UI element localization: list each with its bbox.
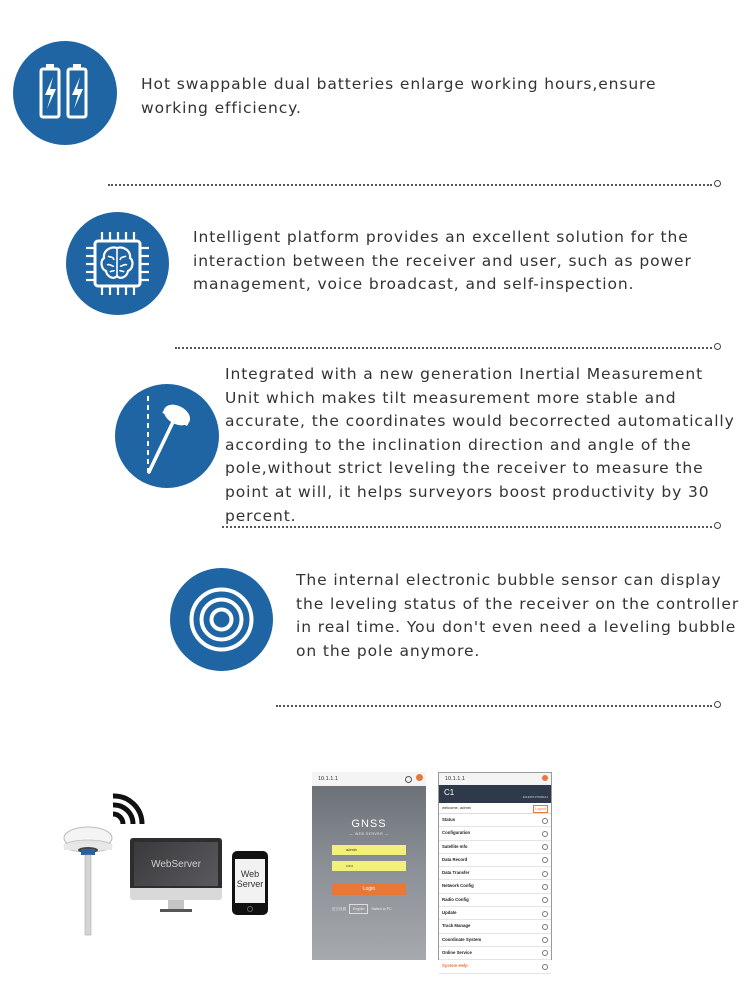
menu-item[interactable] <box>439 894 551 907</box>
separator-end-dot <box>714 180 721 187</box>
switch-pc-link[interactable]: Switch to PC <box>371 907 392 911</box>
separator-end-dot <box>714 701 721 708</box>
app-title: GNSS <box>351 818 387 830</box>
menu-item-label: Online Service <box>442 949 472 955</box>
status-bar <box>439 773 551 785</box>
menu-item[interactable] <box>439 841 551 854</box>
battery-icon <box>13 41 117 145</box>
chevron-icon <box>542 818 548 824</box>
device-header <box>439 785 551 803</box>
tilt-pole-icon <box>115 384 219 488</box>
monitor-label: WebServer <box>151 858 201 870</box>
menu-item-label: Data Record <box>442 856 468 862</box>
menu-item-label: Coordinate System <box>442 936 482 942</box>
app-subtitle: — WEB SERVER — <box>349 832 389 836</box>
login-screenshot <box>312 772 426 960</box>
welcome-row <box>439 803 551 814</box>
login-button[interactable]: Login <box>332 884 406 895</box>
menu-item[interactable] <box>439 867 551 880</box>
language-label: 语言设置 <box>332 907 346 911</box>
chevron-icon <box>542 844 548 850</box>
bubble-level-icon <box>170 568 273 671</box>
phone-label-line2: Server <box>236 879 264 889</box>
monitor-base <box>160 909 192 912</box>
battery-feature-circle <box>13 41 117 145</box>
menu-item[interactable] <box>439 854 551 867</box>
chevron-icon <box>542 831 548 837</box>
chevron-icon <box>542 871 548 877</box>
separator-line <box>108 184 712 186</box>
separator-line <box>175 347 712 349</box>
menu-item[interactable] <box>439 934 551 947</box>
menu-item-label: Satellite Info <box>442 843 468 849</box>
bubble-feature-circle <box>170 568 273 671</box>
wifi-signal-icon <box>110 790 150 826</box>
language-row <box>332 904 412 912</box>
language-select[interactable]: English <box>349 904 368 914</box>
menu-item-label: Radio Config <box>442 896 469 902</box>
menu-item-label: System Help <box>442 963 468 969</box>
login-background <box>312 786 426 960</box>
device-title: C1 <box>444 788 455 797</box>
smartphone-screen <box>235 859 265 903</box>
chevron-icon <box>542 897 548 903</box>
menu-item[interactable] <box>439 880 551 893</box>
menu-item[interactable] <box>439 907 551 920</box>
username-input[interactable]: admin <box>332 845 406 855</box>
menu-item[interactable] <box>439 920 551 933</box>
phone-label-line1: Web <box>240 869 260 879</box>
menu-screenshot <box>438 772 552 969</box>
chevron-icon <box>542 964 548 970</box>
refresh-icon[interactable] <box>405 776 412 783</box>
monitor-chin <box>130 888 222 900</box>
menu-item[interactable] <box>439 960 551 973</box>
separator-line <box>222 526 712 528</box>
menu-item-label: Data Transfer <box>442 870 470 876</box>
feature-text-batteries: Hot swappable dual batteries enlarge working hours,ensure working efficiency. <box>141 75 657 117</box>
menu-item[interactable] <box>439 947 551 960</box>
status-ip: 10.1.1.1 <box>318 776 338 782</box>
chevron-icon <box>542 924 548 930</box>
separator-end-dot <box>714 522 721 529</box>
chevron-icon <box>542 884 548 890</box>
menu-item-label: Network Config <box>442 883 474 889</box>
gnss-receiver-image <box>58 826 118 936</box>
monitor-screen <box>130 838 222 894</box>
feature-text-platform: Intelligent platform provides an excellent solution for the interaction between the receiver and user, such as power management, voice broadcast, and self-inspection. <box>193 228 692 294</box>
monitor-screen-inner <box>134 842 218 886</box>
chevron-icon <box>542 857 548 863</box>
device-serial: 2213697170000A1 <box>522 795 548 799</box>
feature-text-bubble: The internal electronic bubble sensor can display the leveling status of the receiver on the controller in real time. You don't even need a leveling bubble on the pole anymore. <box>296 571 740 660</box>
status-ip: 10.1.1.1 <box>445 776 465 782</box>
desktop-monitor <box>130 838 222 916</box>
chevron-icon <box>542 937 548 943</box>
status-bar <box>312 772 426 786</box>
menu-dot-icon[interactable] <box>542 775 548 781</box>
smartphone <box>232 851 268 915</box>
chip-brain-icon <box>66 212 169 315</box>
separator-line <box>276 705 712 707</box>
menu-list <box>439 814 551 974</box>
logout-link[interactable]: Logout <box>535 807 546 811</box>
menu-item-label: Status <box>442 817 456 822</box>
phone-home-button <box>247 906 253 912</box>
imu-feature-circle <box>115 384 219 488</box>
chevron-icon <box>542 911 548 917</box>
menu-item-label: Track Manage <box>442 923 471 929</box>
platform-feature-circle <box>66 212 169 315</box>
feature-text-imu: Integrated with a new generation Inertial Measurement Unit which makes tilt measurement more stable and accurate, the coordinates would becorrected automatically according to the inclination direction and angle of the pole,without strict leveling the receiver to measure the point at will, it helps surveyors boost productivity by 30 percent. <box>225 365 735 525</box>
chevron-icon <box>542 950 548 956</box>
password-input[interactable]: ••••• <box>332 861 406 871</box>
separator-end-dot <box>714 343 721 350</box>
menu-item[interactable] <box>439 814 551 827</box>
menu-item[interactable] <box>439 827 551 840</box>
menu-item-label: Update <box>442 910 457 916</box>
welcome-text: welcome, admin <box>442 805 471 810</box>
menu-dot-icon[interactable] <box>416 774 423 781</box>
menu-item-label: Configuration <box>442 830 471 836</box>
